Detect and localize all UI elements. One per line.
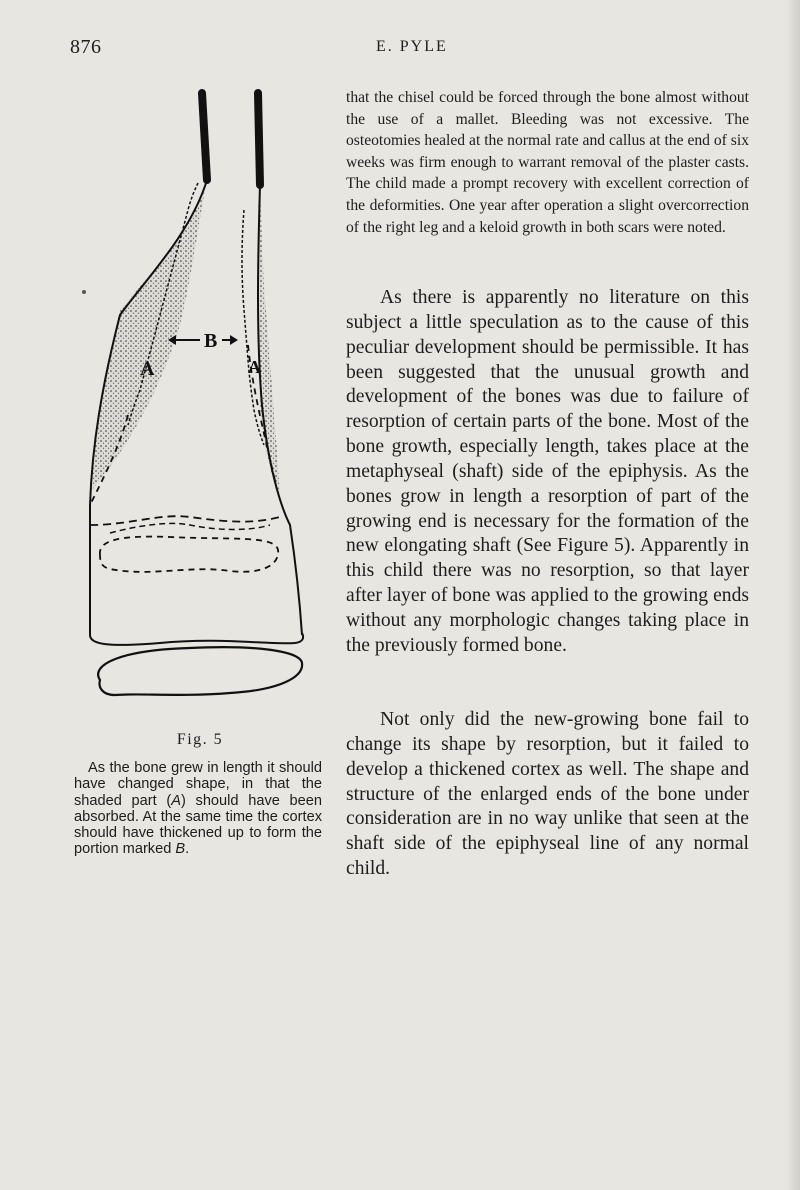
continuation-paragraph: that the chisel could be forced through the bone almost without the use of a mallet. Bleeding was not excessive. The osteotomies healed at the normal rate and callus at the end of six weeks was firm enough to warrant removal of the plaster casts. The child made a prompt recovery with excellent correction of the deformities. One year after operation a slight overcorrection of the right leg and a keloid growth in both scars were noted. xyxy=(346,89,749,236)
metaphysis-outline xyxy=(100,537,278,572)
bone-end xyxy=(90,633,303,645)
shaft-cortex-left xyxy=(202,93,207,180)
legend-label-a: A xyxy=(171,792,181,809)
arrow-right-head xyxy=(230,335,238,345)
legend-text-2: ) should have been absorbed. At the same time the cortex should have thickened up to form the portion marked xyxy=(74,792,322,858)
epiphysis xyxy=(98,647,302,695)
shaded-part-left xyxy=(92,180,207,490)
label-b: B xyxy=(204,330,218,352)
page-edge-shadow xyxy=(786,0,800,1190)
legend-label-b: B xyxy=(175,841,186,858)
label-a-right: A xyxy=(248,357,261,377)
shaft-cortex-right xyxy=(258,93,260,185)
label-a-left: A xyxy=(140,358,155,380)
body-paragraph-2: Not only did the new-growing bone fail to change its shape by resorption, but it failed to develop a thickened cortex as well. The shape and structure of the enlarged ends of the bone under consideration are in no way unlike that seen at the shaft side of the epiphyseal line of any normal child. xyxy=(346,709,749,880)
figure-legend xyxy=(74,760,322,858)
legend-text-1: As the bone grew in length it should have changed shape, in that the shaded part ( xyxy=(74,760,322,809)
epiphyseal-line-2 xyxy=(110,523,270,533)
running-head: E. PYLE xyxy=(376,38,448,55)
bone-diagram xyxy=(80,85,320,705)
figure-caption: Fig. 5 xyxy=(176,731,224,748)
body-paragraph-1: As there is apparently no literature on this subject a little speculation as to the cause of this peculiar development should be permissible. It has been suggested that the unusual growth and development of the bones was due to failure of resorption of certain parts of the bone. Most of the bone growth, especially length, takes place at the metaphyseal (shaft) side of the epiphysis. As the bones grow in length a resorption of part of the growing end is necessary for the formation of the new elongating shaft (See Figure 5). Apparently in this child there was no resorption, so that layer after layer of bone was applied to the growing ends without any morphologic changes taking place in the previously formed bone. xyxy=(346,287,749,656)
legend-text-3: . xyxy=(185,841,190,858)
page-number: 876 xyxy=(70,36,102,58)
